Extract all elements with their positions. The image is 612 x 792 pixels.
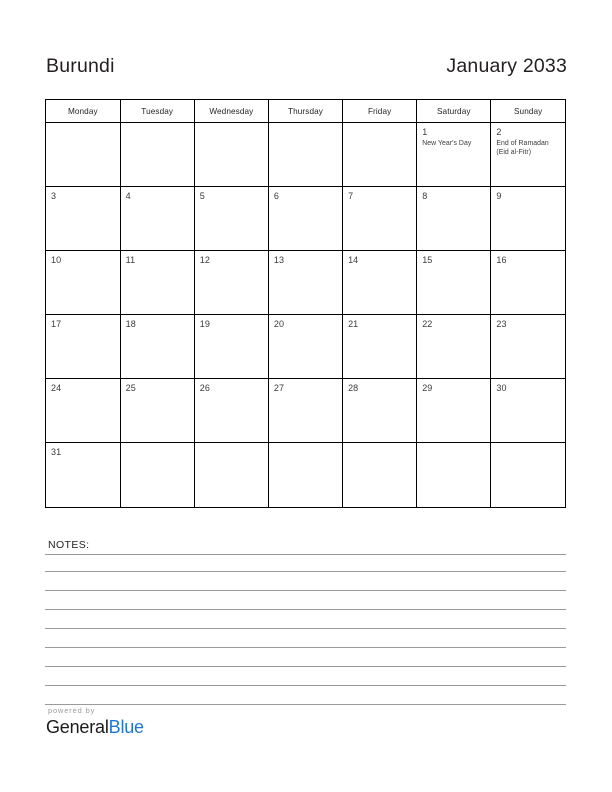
day-number: 26 xyxy=(199,383,210,393)
calendar-empty-cell xyxy=(417,443,491,507)
day-number: 31 xyxy=(51,447,62,457)
notes-writing-line[interactable] xyxy=(45,572,566,591)
page-header xyxy=(46,50,567,84)
calendar-day-cell[interactable] xyxy=(120,187,194,251)
day-number: 12 xyxy=(199,255,210,265)
powered-by-label: powered by xyxy=(48,706,96,715)
calendar-day-cell[interactable] xyxy=(417,187,491,251)
day-number: 7 xyxy=(348,191,354,201)
weekday-header-tuesday: Tuesday xyxy=(120,100,194,123)
calendar-week-row xyxy=(46,379,565,443)
day-number: 14 xyxy=(348,255,359,265)
day-number: 3 xyxy=(51,191,57,201)
calendar-day-cell[interactable] xyxy=(194,187,268,251)
notes-section xyxy=(45,538,566,705)
generalblue-logo xyxy=(46,717,346,738)
calendar-day-cell[interactable] xyxy=(120,251,194,315)
calendar-day-cell[interactable] xyxy=(46,251,120,315)
calendar-body xyxy=(46,123,565,507)
calendar-day-cell[interactable] xyxy=(491,379,565,443)
day-number: 9 xyxy=(496,191,502,201)
weekday-header-row xyxy=(46,100,565,123)
calendar-week-row xyxy=(46,251,565,315)
calendar-day-cell[interactable] xyxy=(343,251,417,315)
calendar-day-cell[interactable] xyxy=(491,123,565,187)
calendar-day-cell[interactable] xyxy=(268,379,342,443)
day-number: 4 xyxy=(125,191,131,201)
calendar-day-cell[interactable] xyxy=(417,315,491,379)
day-number: 27 xyxy=(273,383,285,393)
calendar-table xyxy=(46,100,565,507)
month-year-title: January 2033 xyxy=(446,55,567,78)
holiday-label: New Year's Day xyxy=(422,140,472,147)
day-number: 5 xyxy=(199,191,205,201)
day-number: 1 xyxy=(422,127,428,137)
calendar-day-cell[interactable] xyxy=(46,443,120,507)
calendar-day-cell[interactable] xyxy=(46,379,120,443)
calendar-empty-cell xyxy=(343,443,417,507)
calendar-day-cell[interactable] xyxy=(417,123,491,187)
notes-writing-line[interactable] xyxy=(45,667,566,686)
day-number: 19 xyxy=(199,319,210,329)
day-number: 30 xyxy=(496,383,507,393)
calendar-empty-cell xyxy=(268,123,342,187)
calendar-day-cell[interactable] xyxy=(417,379,491,443)
calendar-day-cell[interactable] xyxy=(268,187,342,251)
day-number: 29 xyxy=(422,383,433,393)
weekday-header-friday: Friday xyxy=(343,100,417,123)
day-number: 6 xyxy=(273,191,280,201)
day-number: 22 xyxy=(422,319,433,329)
calendar-header-row xyxy=(46,100,565,123)
day-number: 15 xyxy=(422,255,433,265)
day-number: 17 xyxy=(51,319,62,329)
notes-writing-line[interactable] xyxy=(45,610,566,629)
day-number: 28 xyxy=(348,383,359,393)
calendar-week-row xyxy=(46,315,565,379)
day-number: 18 xyxy=(125,319,136,329)
day-number: 23 xyxy=(496,319,507,329)
weekday-header-monday: Monday xyxy=(46,100,120,123)
country-title: Burundi xyxy=(46,55,115,78)
calendar-day-cell[interactable] xyxy=(120,379,194,443)
weekday-header-sunday: Sunday xyxy=(491,100,565,123)
calendar-week-row xyxy=(46,443,565,507)
day-number: 16 xyxy=(496,255,507,265)
day-number: 25 xyxy=(125,383,136,393)
notes-writing-line[interactable] xyxy=(45,686,566,705)
calendar-day-cell[interactable] xyxy=(194,379,268,443)
calendar-day-cell[interactable] xyxy=(194,251,268,315)
calendar-week-row xyxy=(46,123,565,187)
calendar-day-cell[interactable] xyxy=(343,379,417,443)
day-number: 24 xyxy=(51,383,62,393)
calendar-day-cell[interactable] xyxy=(120,315,194,379)
logo-text-general: General xyxy=(46,717,109,737)
calendar-day-cell[interactable] xyxy=(491,315,565,379)
calendar-empty-cell xyxy=(120,123,194,187)
day-number: 11 xyxy=(125,255,136,265)
calendar-day-cell[interactable] xyxy=(343,187,417,251)
notes-writing-line[interactable] xyxy=(45,648,566,667)
calendar-day-cell[interactable] xyxy=(417,251,491,315)
notes-writing-line[interactable] xyxy=(45,629,566,648)
notes-label: NOTES: xyxy=(48,539,90,551)
day-number: 10 xyxy=(51,255,62,265)
calendar-empty-cell xyxy=(194,123,268,187)
calendar-empty-cell xyxy=(268,443,342,507)
notes-writing-line[interactable] xyxy=(45,554,566,572)
day-number: 13 xyxy=(273,255,285,265)
calendar-day-cell[interactable] xyxy=(268,251,342,315)
calendar-empty-cell xyxy=(491,443,565,507)
calendar-day-cell[interactable] xyxy=(491,187,565,251)
day-number: 2 xyxy=(496,127,502,137)
weekday-header-wednesday: Wednesday xyxy=(194,100,268,123)
calendar-day-cell[interactable] xyxy=(491,251,565,315)
day-number: 8 xyxy=(422,191,428,201)
calendar-day-cell[interactable] xyxy=(268,315,342,379)
calendar-empty-cell xyxy=(46,123,120,187)
calendar-week-row xyxy=(46,187,565,251)
notes-writing-line[interactable] xyxy=(45,591,566,610)
day-number: 21 xyxy=(348,319,359,329)
calendar-empty-cell xyxy=(120,443,194,507)
weekday-header-thursday: Thursday xyxy=(268,100,342,123)
calendar-day-cell[interactable] xyxy=(46,187,120,251)
day-number: 20 xyxy=(273,319,285,329)
calendar-day-cell[interactable] xyxy=(46,315,120,379)
calendar-day-cell[interactable] xyxy=(194,315,268,379)
calendar-empty-cell xyxy=(343,123,417,187)
footer-branding xyxy=(46,706,346,738)
calendar-grid xyxy=(45,99,566,508)
calendar-empty-cell xyxy=(194,443,268,507)
logo-text-blue: Blue xyxy=(108,717,144,737)
weekday-header-saturday: Saturday xyxy=(417,100,491,123)
notes-lines[interactable] xyxy=(45,554,566,705)
calendar-day-cell[interactable] xyxy=(343,315,417,379)
holiday-label: End of Ramadan (Eid al-Fitr) xyxy=(496,140,549,157)
